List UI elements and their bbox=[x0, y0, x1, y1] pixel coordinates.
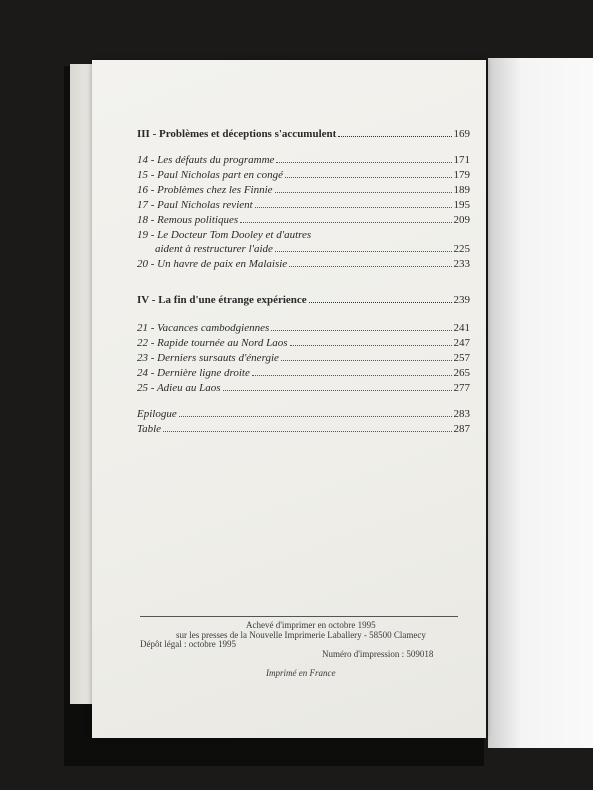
toc-chapter-title: 20 - Un havre de paix en Malaisie bbox=[137, 258, 288, 270]
toc-part-iii bbox=[137, 126, 470, 140]
toc-chapter-25 bbox=[137, 380, 470, 394]
toc-table bbox=[137, 421, 470, 435]
toc-page-number: 239 bbox=[453, 294, 470, 306]
dot-leader bbox=[271, 330, 451, 331]
dot-leader bbox=[240, 222, 451, 223]
toc-page-number: 277 bbox=[453, 382, 470, 394]
colophon-printer: sur les presses de la Nouvelle Imprimerie Laballery - 58500 Clamecy bbox=[176, 630, 426, 640]
dot-leader bbox=[255, 207, 452, 208]
dot-leader bbox=[276, 162, 451, 163]
toc-chapter-19 bbox=[137, 227, 470, 241]
toc-chapter-title: 18 - Remous politiques bbox=[137, 214, 239, 226]
toc-chapter-title: 24 - Dernière ligne droite bbox=[137, 367, 250, 379]
toc-page-number: 195 bbox=[453, 199, 470, 211]
dot-leader bbox=[275, 192, 452, 193]
colophon-printed: Achevé d'imprimer en octobre 1995 bbox=[246, 620, 376, 630]
facing-page bbox=[488, 58, 593, 748]
dot-leader bbox=[285, 177, 451, 178]
toc-page-number: 171 bbox=[453, 154, 470, 166]
book-page bbox=[92, 60, 486, 738]
toc-page-number: 179 bbox=[453, 169, 470, 181]
toc-chapter-14 bbox=[137, 152, 470, 166]
dot-leader bbox=[252, 375, 452, 376]
toc-page-number: 247 bbox=[453, 337, 470, 349]
toc-chapter-16 bbox=[137, 182, 470, 196]
toc-page-number: 169 bbox=[453, 128, 470, 140]
toc-page-number: 225 bbox=[453, 243, 470, 255]
toc-chapter-title: 16 - Problèmes chez les Finnie bbox=[137, 184, 273, 196]
toc-page-number: 265 bbox=[453, 367, 470, 379]
toc-chapter-title: 14 - Les défauts du programme bbox=[137, 154, 275, 166]
toc-chapter-23 bbox=[137, 350, 470, 364]
toc-epilogue bbox=[137, 406, 470, 420]
toc-chapter-22 bbox=[137, 335, 470, 349]
toc-chapter-15 bbox=[137, 167, 470, 181]
toc-page-number: 189 bbox=[453, 184, 470, 196]
toc-part-title: III - Problèmes et déceptions s'accumulent bbox=[137, 128, 337, 140]
dot-leader bbox=[338, 136, 451, 137]
toc-chapter-18 bbox=[137, 212, 470, 226]
page-edge bbox=[70, 64, 94, 704]
toc-page-number: 209 bbox=[453, 214, 470, 226]
toc-chapter-19-line2 bbox=[137, 241, 470, 255]
toc-chapter-17 bbox=[137, 197, 470, 211]
colophon-printed-in: Imprimé en France bbox=[266, 668, 336, 678]
toc-chapter-title: 23 - Derniers sursauts d'énergie bbox=[137, 352, 279, 364]
dot-leader bbox=[309, 302, 452, 303]
dot-leader bbox=[289, 266, 451, 267]
toc-chapter-title: 21 - Vacances cambodgiennes bbox=[137, 322, 270, 334]
toc-chapter-title: 19 - Le Docteur Tom Dooley et d'autres bbox=[137, 229, 312, 241]
toc-back-matter-title: Epilogue bbox=[137, 408, 177, 420]
dot-leader bbox=[281, 360, 452, 361]
dot-leader bbox=[275, 251, 452, 252]
colophon-print-number: Numéro d'impression : 509018 bbox=[322, 649, 434, 659]
toc-page-number: 241 bbox=[453, 322, 470, 334]
toc-page-number: 287 bbox=[453, 423, 470, 435]
toc-chapter-title: 17 - Paul Nicholas revient bbox=[137, 199, 253, 211]
colophon-rule bbox=[140, 616, 458, 617]
toc-page-number: 233 bbox=[453, 258, 470, 270]
toc-chapter-title: 15 - Paul Nicholas part en congé bbox=[137, 169, 284, 181]
dot-leader bbox=[223, 390, 452, 391]
dot-leader bbox=[179, 416, 452, 417]
dot-leader bbox=[163, 431, 451, 432]
toc-chapter-24 bbox=[137, 365, 470, 379]
toc-chapter-21 bbox=[137, 320, 470, 334]
toc-chapter-title: 22 - Rapide tournée au Nord Laos bbox=[137, 337, 288, 349]
toc-part-iv bbox=[137, 292, 470, 306]
toc-back-matter-title: Table bbox=[137, 423, 162, 435]
toc-chapter-title-continued: aident à restructurer l'aide bbox=[155, 243, 273, 255]
dot-leader bbox=[290, 345, 452, 346]
toc-part-title: IV - La fin d'une étrange expérience bbox=[137, 294, 307, 306]
toc-chapter-title: 25 - Adieu au Laos bbox=[137, 382, 221, 394]
toc-page-number: 283 bbox=[453, 408, 470, 420]
toc-chapter-20 bbox=[137, 256, 470, 270]
colophon-legal-deposit: Dépôt légal : octobre 1995 bbox=[140, 639, 236, 649]
toc-page-number: 257 bbox=[453, 352, 470, 364]
